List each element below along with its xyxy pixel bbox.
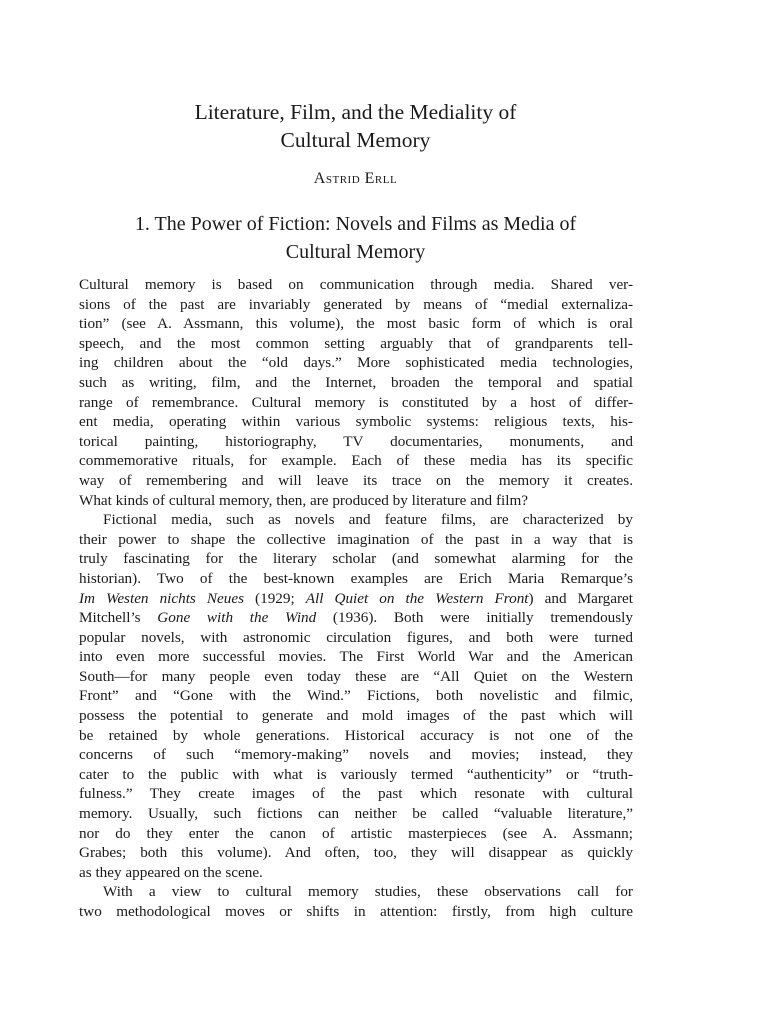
author-name: Astrid Erll — [313, 170, 398, 187]
chapter-title-line-2: Cultural Memory — [280, 128, 431, 152]
text-line: as they appeared on the scene. — [79, 863, 263, 881]
text-line: such as writing, film, and the Internet, broaden the temporal and spatial — [79, 373, 633, 391]
text-line: two methodological moves or shifts in attention: firstly, from high culture — [79, 903, 633, 920]
text-line: Front” and “Gone with the Wind.” Fictions, both novelistic and filmic, — [79, 687, 633, 705]
text-line: sions of the past are invariably generated by means of “medial externaliza- — [79, 295, 633, 313]
text-line: ing children about the “old days.” More sophisticated media technologies, — [79, 354, 633, 372]
section-heading-line-2: Cultural Memory — [285, 241, 426, 263]
book-title-im-westen: Im Westen nichts Neues — [79, 589, 244, 607]
text-line: way of remembering and will leave its trace on the memory it creates. — [79, 471, 633, 489]
text-line: ent media, operating within various symbolic systems: religious texts, his- — [79, 413, 633, 431]
paragraph-2 — [79, 510, 633, 882]
text-line: tion” (see A. Assmann, this volume), the most basic form of which is oral — [79, 315, 633, 333]
text-line: into even more successful movies. The First World War and the American — [79, 648, 633, 666]
text-line: commemorative rituals, for example. Each of these media has its specific — [79, 452, 633, 470]
chapter-title — [0, 98, 711, 154]
text-line: popular novels, with astronomic circulation figures, and both were turned — [79, 628, 633, 646]
text-run: ) and Margaret — [528, 589, 633, 607]
body-text — [79, 275, 633, 922]
text-line: nor do they enter the canon of artistic masterpieces (see A. Assmann; — [79, 824, 633, 842]
text-run: (1936). Both were initially tremendously — [316, 609, 633, 627]
text-run: (1929; — [244, 589, 306, 607]
text-line: fulness.” They create images of the past which resonate with cultural — [79, 785, 633, 803]
section-heading — [0, 210, 711, 266]
text-line: What kinds of cultural memory, then, are produced by literature and film? — [79, 491, 528, 509]
text-line: memory. Usually, such fictions can neither be called “valuable literature,” — [79, 805, 633, 823]
text-line: cater to the public with what is variously termed “authenticity” or “truth- — [79, 765, 633, 783]
text-line: truly fascinating for the literary scholar (and somewhat alarming for the — [79, 550, 633, 568]
text-line: torical painting, historiography, TV documentaries, monuments, and — [79, 432, 633, 450]
book-title-all-quiet: All Quiet on the Western Front — [305, 589, 529, 607]
text-line: historian). Two of the best-known examples are Erich Maria Remarque’s — [79, 569, 633, 587]
text-line: their power to shape the collective imagination of the past in a way that is — [79, 530, 633, 548]
section-heading-line-1: 1. The Power of Fiction: Novels and Films as Media of — [134, 213, 577, 235]
text-line: range of remembrance. Cultural memory is constituted by a host of differ- — [79, 393, 633, 411]
book-title-gone-with-the-wind: Gone with the Wind — [157, 609, 317, 627]
text-line: South—for many people even today these are “All Quiet on the Western — [79, 667, 633, 685]
text-line: Grabes; both this volume). And often, too, they will disappear as quickly — [79, 844, 633, 862]
text-line: be retained by whole generations. Historical accuracy is not one of the — [79, 726, 633, 744]
text-line: Fictional media, such as novels and feature films, are characterized by — [103, 511, 633, 529]
chapter-title-line-1: Literature, Film, and the Mediality of — [194, 100, 517, 124]
text-line: possess the potential to generate and mold images of the past which will — [79, 707, 633, 725]
paragraph-3 — [79, 882, 633, 921]
text-run: Mitchell’s — [79, 609, 158, 627]
text-line: concerns of such “memory-making” novels and movies; instead, they — [79, 746, 633, 764]
text-line: With a view to cultural memory studies, these observations call for — [103, 883, 633, 901]
paragraph-1 — [79, 275, 633, 510]
text-line: Cultural memory is based on communication through media. Shared ver- — [79, 276, 633, 293]
text-line — [79, 589, 633, 609]
text-line: speech, and the most common setting arguably that of grandparents tell- — [79, 334, 633, 352]
text-line — [79, 608, 633, 628]
